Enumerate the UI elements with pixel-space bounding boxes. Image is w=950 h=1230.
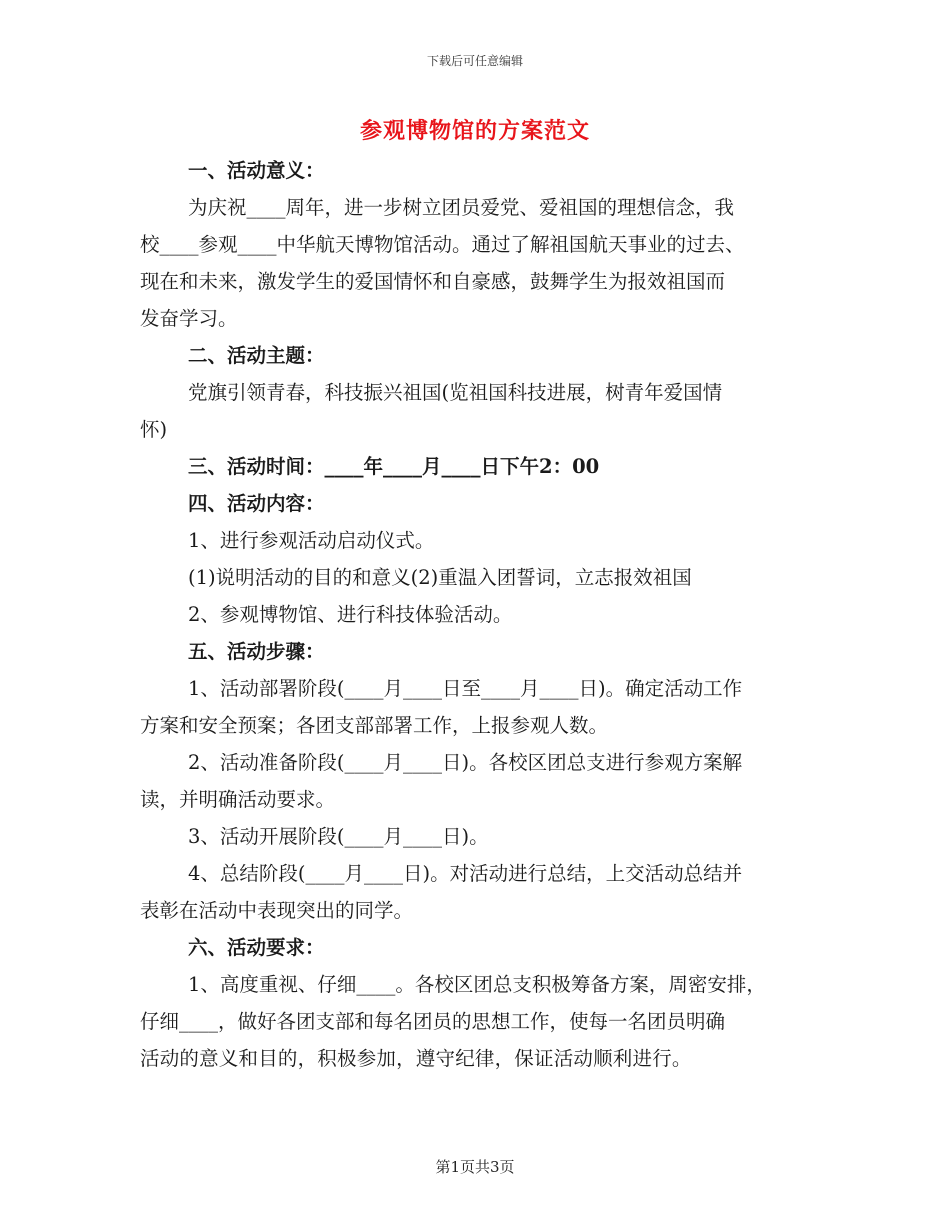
paragraph-line: 1、高度重视、仔细____。各校区团总支积极筹备方案，周密安排， [188,973,766,996]
paragraph-line: 2、参观博物馆、进行科技体验活动。 [188,603,513,626]
paragraph-line: 仔细____，做好各团支部和每名团员的思想工作，使每一名团员明确 [140,1010,726,1033]
paragraph-line: 为庆祝____周年，进一步树立团员爱党、爱祖国的理想信念，我 [188,196,735,219]
paragraph-line: 发奋学习。 [140,307,238,330]
paragraph-line: 2、活动准备阶段(____月____日)。各校区团总支进行参观方案解 [188,751,743,774]
document-title: 参观博物馆的方案范文 [359,118,590,144]
header-note: 下载后可任意编辑 [426,54,523,68]
paragraph-line: 校____参观____中华航天博物馆活动。通过了解祖国航天事业的过去、 [140,233,745,256]
page-number-footer: 第1页共3页 [435,1158,515,1176]
paragraph-line: 4、总结阶段(____月____日)。对活动进行总结，上交活动总结并 [188,862,743,885]
paragraph-line: 党旗引领青春，科技振兴祖国(览祖国科技进展，树青年爱国情 [188,381,723,404]
paragraph-line: 现在和未来，激发学生的爱国情怀和自豪感，鼓舞学生为报效祖国而 [140,270,726,293]
paragraph-line: 怀) [140,418,168,441]
section-heading-1: 一、活动意义： [188,159,325,182]
paragraph-line: 1、活动部署阶段(____月____日至____月____日)。确定活动工作 [188,677,743,700]
section-heading-6: 六、活动要求： [188,936,325,959]
section-heading-5: 五、活动步骤： [188,640,325,663]
section-heading-3: 三、活动时间：____年____月____日下午2：00 [188,455,600,478]
paragraph-line: 活动的意义和目的，积极参加，遵守纪律，保证活动顺利进行。 [140,1047,692,1070]
section-heading-4: 四、活动内容： [188,492,325,515]
paragraph-line: 方案和安全预案；各团支部部署工作，上报参观人数。 [140,714,609,737]
paragraph-line: 表彰在活动中表现突出的同学。 [140,899,414,922]
section-heading-2: 二、活动主题： [188,344,325,367]
paragraph-line: 读，并明确活动要求。 [140,788,336,811]
paragraph-line: (1)说明活动的目的和意义(2)重温入团誓词，立志报效祖国 [188,566,692,589]
document-body [140,152,812,1077]
paragraph-line: 1、进行参观活动启动仪式。 [188,529,435,552]
paragraph-line: 3、活动开展阶段(____月____日)。 [188,825,489,848]
